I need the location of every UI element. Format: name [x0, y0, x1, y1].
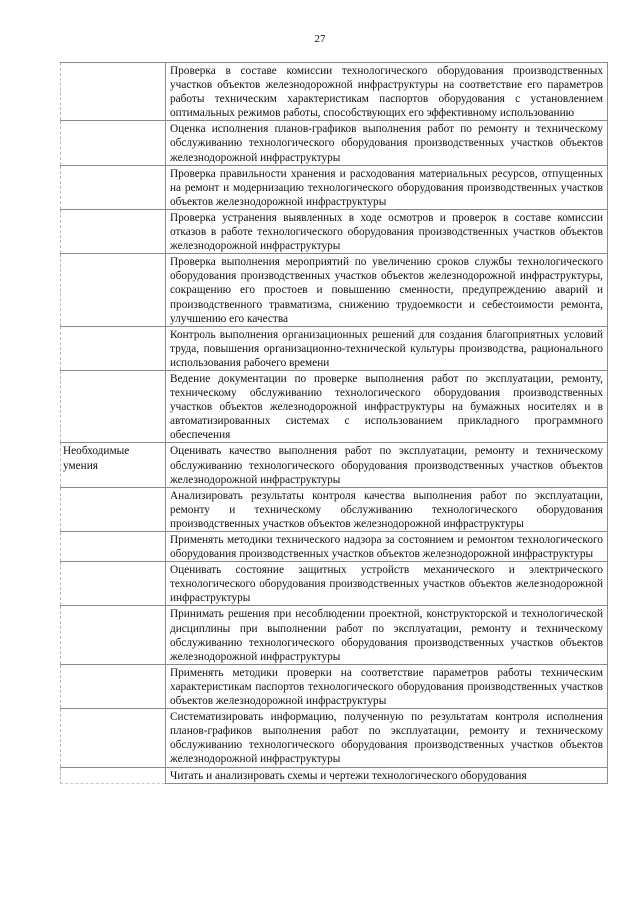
- row-text-cell: Контроль выполнения организационных решений для создания благоприятных условий труда, повышения организационно-технической культуры производства, рационального использования рабочего времени: [166, 326, 608, 370]
- row-label-cell: [61, 254, 166, 326]
- row-label-cell: [61, 209, 166, 253]
- table-row: [61, 606, 608, 664]
- row-label-cell: [61, 165, 166, 209]
- row-label-cell: [61, 370, 166, 442]
- table-row: [61, 532, 608, 562]
- row-label-cell: [61, 767, 166, 783]
- row-text-cell: Проверка в составе комиссии технологического оборудования производственных участков объектов железнодорожной инфраструктуры на соответствие его параметров работы техническим характеристикам паспортов оборудования с установлением оптимальных режимов работы, способствующих его эффективному использованию: [166, 63, 608, 121]
- table-row: [61, 709, 608, 767]
- row-text-cell: Оценка исполнения планов-графиков выполнения работ по ремонту и техническому обслуживанию технологического оборудования производственных участков объектов железнодорожной инфраструктуры: [166, 121, 608, 165]
- row-text-cell: Читать и анализировать схемы и чертежи технологического оборудования: [166, 767, 608, 783]
- row-text-cell: Применять методики технического надзора за состоянием и ремонтом технологического оборудования производственных участков объектов железнодорожной инфраструктуры: [166, 532, 608, 562]
- table-row: [61, 370, 608, 442]
- row-label-cell: [61, 709, 166, 767]
- row-text-cell: Систематизировать информацию, полученную по результатам контроля исполнения планов-графиков выполнения работ по эксплуатации, ремонту и техническому обслуживанию технологического оборудования производственных участков объектов железнодорожной инфраструктуры: [166, 709, 608, 767]
- row-label-cell: [61, 487, 166, 531]
- row-text-cell: Проверка устранения выявленных в ходе осмотров и проверок в составе комиссии отказов в работе технологического оборудования производственных участков объектов железнодорожной инфраструктуры: [166, 209, 608, 253]
- qualification-table: [60, 62, 608, 784]
- row-label-cell: [61, 606, 166, 664]
- row-text-cell: Проверка выполнения мероприятий по увеличению сроков службы технологического оборудования производственных участков объектов железнодорожной инфраструктуры, сокращению его простоев и повышению сменности, предупреждению аварий и производственного травматизма, снижению трудоемкости и себестоимости ремонта, улучшению его качества: [166, 254, 608, 326]
- row-label-cell: [61, 63, 166, 121]
- row-text-cell: Ведение документации по проверке выполнения работ по эксплуатации, ремонту, техническому обслуживанию технологического оборудования производственных участков объектов железнодорожной инфраструктуры на бумажных носителях и в автоматизированных системах с использованием прикладного программного обеспечения: [166, 370, 608, 442]
- table-row: [61, 209, 608, 253]
- row-label-cell: [61, 562, 166, 606]
- table-row: [61, 121, 608, 165]
- table-row: [61, 487, 608, 531]
- row-text-cell: Анализировать результаты контроля качества выполнения работ по эксплуатации, ремонту и техническому обслуживанию технологического оборудования производственных участков объектов железнодорожной инфраструктуры: [166, 487, 608, 531]
- row-text-cell: Применять методики проверки на соответствие параметров работы техническим характеристикам паспортов технологического оборудования производственных участков объектов железнодорожной инфраструктуры: [166, 664, 608, 708]
- page-number: 27: [314, 33, 326, 45]
- row-text-cell: Оценивать качество выполнения работ по эксплуатации, ремонту и техническому обслуживанию технологического оборудования производственных участков объектов железнодорожной инфраструктуры: [166, 443, 608, 487]
- table-row: [61, 767, 608, 783]
- row-label-cell: [61, 121, 166, 165]
- table-row: [61, 562, 608, 606]
- row-label-cell: [61, 326, 166, 370]
- table-row: [61, 443, 608, 487]
- row-text-cell: Проверка правильности хранения и расходования материальных ресурсов, отпущенных на ремонт и модернизацию технологического оборудования производственных участков объектов железнодорожной инфраструктуры: [166, 165, 608, 209]
- row-label-cell: Необходимые умения: [61, 443, 166, 487]
- row-label-cell: [61, 532, 166, 562]
- table-row: [61, 165, 608, 209]
- row-text-cell: Принимать решения при несоблюдении проектной, конструкторской и технологической дисциплины при выполнении работ по эксплуатации, ремонту и техническому обслуживанию технологического оборудования производственных участков объектов железнодорожной инфраструктуры: [166, 606, 608, 664]
- row-label-cell: [61, 664, 166, 708]
- table-row: [61, 63, 608, 121]
- table-row: [61, 254, 608, 326]
- row-text-cell: Оценивать состояние защитных устройств механического и электрического технологического оборудования производственных участков объектов железнодорожной инфраструктуры: [166, 562, 608, 606]
- table-row: [61, 326, 608, 370]
- table-row: [61, 664, 608, 708]
